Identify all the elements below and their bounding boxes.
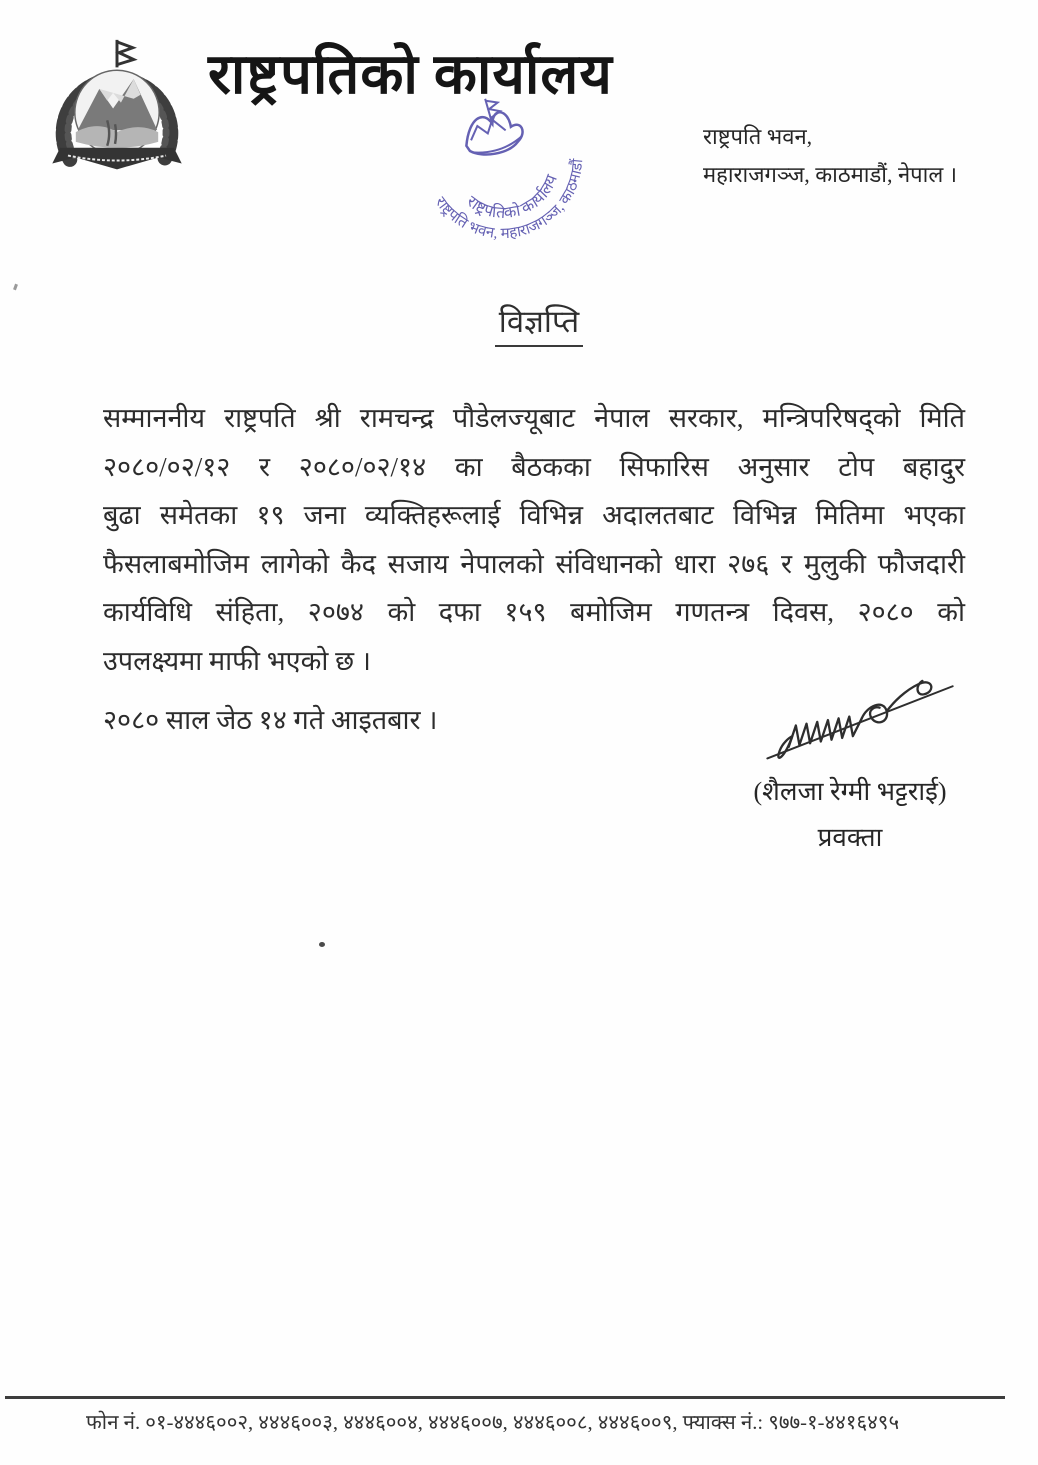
scan-speck — [13, 284, 18, 291]
document-title-wrap — [0, 300, 1038, 347]
body-line: फैसलाबमोजिम लागेको कैद सजाय नेपालको संविधानको धारा २७६ र मुलुकी फौजदारी — [103, 548, 965, 579]
nepal-coat-of-arms-logo — [38, 34, 196, 186]
body-line: बुढा समेतका १९ जना व्यक्तिहरूलाई विभिन्न अदालतबाट विभिन्न मितिमा भएका — [103, 500, 965, 530]
svg-text:राष्ट्रपतिको कार्यालय — [460, 168, 569, 234]
date-line: २०८० साल जेठ १४ गते आइतबार । — [103, 705, 438, 735]
scan-speck — [319, 942, 325, 947]
office-name-heading: राष्ट्रपतिको कार्यालय — [208, 44, 613, 106]
signatory-title: प्रवक्ता — [817, 823, 883, 852]
stamp-outer-text: राष्ट्रपति भवन, महाराजगञ्ज, काठमाडौं — [431, 158, 587, 243]
signatory-name: (शैलजा रेग्मी भट्टराई) — [753, 777, 947, 806]
office-address — [703, 118, 1003, 194]
address-line-2: महाराजगञ्ज, काठमाडौं, नेपाल । — [703, 162, 958, 187]
body-line: २०८०/०२/१२ र २०८०/०२/१४ का बैठकका सिफारिस अनुसार टोप बहादुर — [103, 451, 965, 482]
body-paragraph — [103, 394, 965, 685]
body-line: सम्माननीय राष्ट्रपति श्री रामचन्द्र पौडेलज्यूबाट नेपाल सरकार, मन्त्रिपरिषद्को मिति — [103, 403, 965, 433]
body-line: कार्यविधि संहिता, २०७४ को दफा १५९ बमोजिम गणतन्त्र दिवस, २०८० को — [103, 597, 965, 627]
signature — [760, 672, 960, 770]
document-title: विज्ञप्ति — [495, 300, 583, 347]
svg-text:राष्ट्रपति भवन, महाराजगञ्ज, का — [430, 152, 604, 261]
stamp-inner-text: राष्ट्रपतिको कार्यालय — [463, 172, 561, 223]
footer-contact: फोन नं. ०१-४४४६००२, ४४४६००३, ४४४६००४, ४४४६००७, ४४४६००८, ४४४६००९, फ्याक्स नं.: ९७७-१-४४१६४९५ — [86, 1412, 900, 1434]
body-line: उपलक्ष्यमा माफी भएको छ । — [103, 645, 372, 676]
footer-divider — [5, 1396, 1005, 1399]
address-line-1: राष्ट्रपति भवन, — [703, 124, 813, 149]
